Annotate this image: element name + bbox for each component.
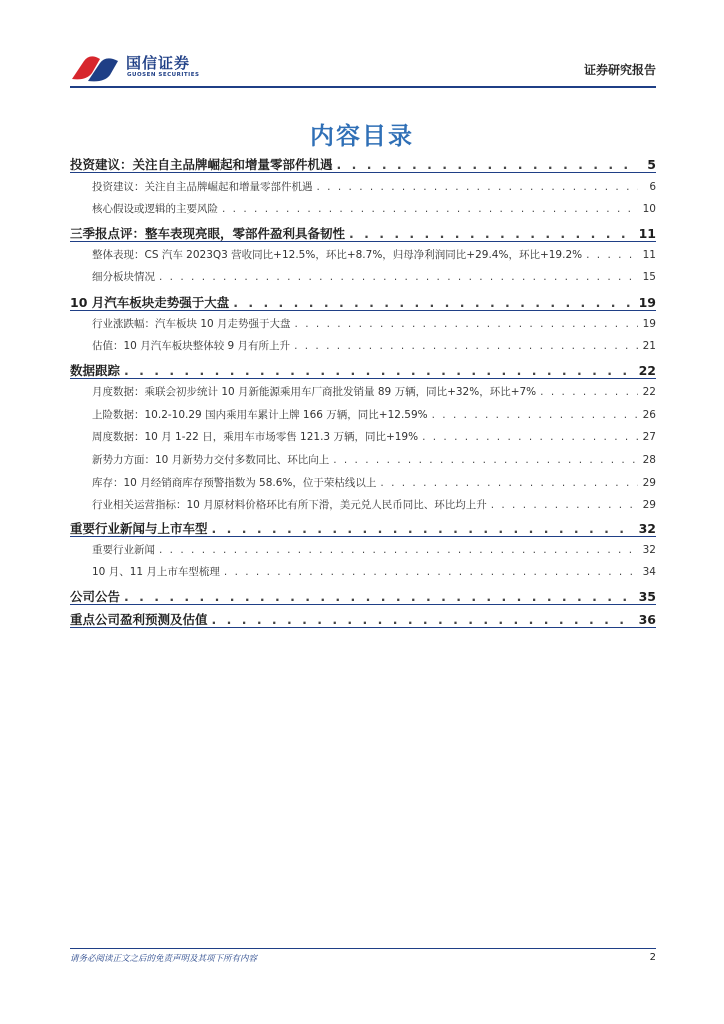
toc-entry-page: 29: [642, 499, 656, 511]
toc-entry-level1[interactable]: [70, 587, 656, 605]
page-number: 2: [649, 952, 656, 963]
toc-leader-dots: [491, 499, 638, 511]
toc-entry-title: 核心假设或逻辑的主要风险: [92, 203, 218, 215]
toc-leader-dots: [294, 340, 638, 352]
logo-chinese-name: 国信证券: [126, 54, 191, 72]
toc-leader-dots: [222, 203, 638, 215]
toc-entry-level1[interactable]: [70, 519, 656, 537]
toc-entry-level1[interactable]: [70, 361, 656, 379]
toc-entry-page: 11: [642, 249, 656, 261]
toc-entry-title: 库存：10 月经销商库存预警指数为 58.6%，位于荣枯线以上: [92, 477, 377, 489]
toc-entry-level2[interactable]: [70, 429, 656, 444]
guosen-logo-icon: [70, 53, 122, 83]
toc-entry-level1[interactable]: [70, 155, 656, 173]
footer-divider: [70, 948, 656, 949]
toc-entry-page: 28: [642, 454, 656, 466]
toc-leader-dots: [212, 612, 635, 627]
toc-entry-page: 22: [642, 386, 656, 398]
toc-entry-level2[interactable]: [70, 475, 656, 490]
toc-entry-title: 10 月汽车板块走势强于大盘: [70, 295, 230, 310]
toc-leader-dots: [432, 409, 638, 421]
toc-leader-dots: [224, 566, 638, 578]
toc-leader-dots: [212, 521, 635, 536]
toc-entry-level2[interactable]: [70, 338, 656, 353]
toc-leader-dots: [159, 271, 638, 283]
toc-entry-level2[interactable]: [70, 384, 656, 399]
toc-entry-page: 10: [642, 203, 656, 215]
toc-section-rule: [70, 627, 656, 628]
toc-entry-title: 行业相关运营指标：10 月原材料价格环比有所下滑，美元兑人民币同比、环比均上升: [92, 499, 487, 511]
toc-section-rule: [70, 310, 656, 311]
toc-entry-page: 29: [642, 477, 656, 489]
toc-entry-level1[interactable]: [70, 293, 656, 311]
toc-leader-dots: [124, 589, 635, 604]
toc-entry-title: 整体表现：CS 汽车 2023Q3 营收同比+12.5%，环比+8.7%，归母净利润同比+29.4%，环比+19.2%: [92, 249, 583, 261]
toc-leader-dots: [422, 431, 638, 443]
toc-leader-dots: [295, 318, 638, 330]
toc-entry-page: 6: [649, 181, 656, 193]
toc-entry-level2[interactable]: [70, 542, 656, 557]
guosen-logo: [70, 50, 200, 86]
toc-leader-dots: [233, 295, 634, 310]
toc-entry-level2[interactable]: [70, 407, 656, 422]
toc-entry-page: 32: [642, 544, 656, 556]
toc-leader-dots: [159, 544, 638, 556]
toc-entry-level1[interactable]: [70, 224, 656, 242]
page-header: [70, 50, 656, 86]
toc-leader-dots: [333, 454, 638, 466]
toc-entry-page: 26: [642, 409, 656, 421]
toc-entry-title: 细分板块情况: [92, 271, 155, 283]
toc-entry-title: 估值：10 月汽车板块整体较 9 月有所上升: [92, 340, 291, 352]
toc-leader-dots: [380, 477, 638, 489]
toc-section-rule: [70, 241, 656, 242]
toc-entry-level2[interactable]: [70, 201, 656, 216]
toc-entry-page: 19: [642, 318, 656, 330]
header-divider: [70, 86, 656, 88]
toc-title: 内容目录: [310, 122, 414, 150]
toc-entry-level2[interactable]: [70, 179, 656, 194]
toc-entry-title: 行业涨跌幅：汽车板块 10 月走势强于大盘: [92, 318, 291, 330]
toc-entry-page: 22: [638, 363, 656, 378]
toc-entry-page: 5: [647, 157, 656, 172]
toc-entry-title: 投资建议：关注自主品牌崛起和增量零部件机遇: [92, 181, 313, 193]
toc-leader-dots: [317, 181, 639, 193]
toc-entry-level2[interactable]: [70, 452, 656, 467]
toc-section-rule: [70, 604, 656, 605]
toc-leader-dots: [349, 226, 635, 241]
toc-leader-dots: [586, 249, 638, 261]
toc-entry-level2[interactable]: [70, 269, 656, 284]
toc-entry-title: 数据跟踪: [70, 363, 121, 378]
toc-entry-title: 上险数据：10.2-10.29 国内乘用车累计上牌 166 万辆，同比+12.59%: [92, 409, 428, 421]
toc-entry-title: 公司公告: [70, 589, 121, 604]
toc-entry-title: 重要行业新闻与上市车型: [70, 521, 208, 536]
report-type-label: 证券研究报告: [583, 63, 656, 77]
toc-entry-page: 36: [638, 612, 656, 627]
toc-entry-level2[interactable]: [70, 497, 656, 512]
toc-entry-title: 三季报点评：整车表现亮眼，零部件盈利具备韧性: [70, 226, 346, 241]
toc-entry-page: 19: [638, 295, 656, 310]
toc-section-rule: [70, 172, 656, 173]
toc-entry-page: 34: [642, 566, 656, 578]
toc-leader-dots: [540, 386, 638, 398]
toc-leader-dots: [337, 157, 638, 172]
footer-disclaimer: 请务必阅读正文之后的免责声明及其项下所有内容: [70, 954, 258, 964]
toc-entry-title: 重点公司盈利预测及估值: [70, 612, 208, 627]
toc-section-rule: [70, 536, 656, 537]
toc-entry-level1[interactable]: [70, 610, 656, 628]
toc-entry-title: 10 月、11 月上市车型梳理: [92, 566, 220, 578]
logo-english-name: GUOSEN SECURITIES: [127, 72, 200, 78]
toc-entry-level2[interactable]: [70, 564, 656, 579]
toc-entry-title: 月度数据：乘联会初步统计 10 月新能源乘用车厂商批发销量 89 万辆，同比+32%，环比+7%: [92, 386, 537, 398]
toc-entry-page: 21: [642, 340, 656, 352]
toc-entry-level2[interactable]: [70, 316, 656, 331]
toc-entry-title: 周度数据：10 月 1-22 日，乘用车市场零售 121.3 万辆，同比+19%: [92, 431, 419, 443]
toc-entry-page: 11: [638, 226, 656, 241]
toc-entry-title: 新势力方面：10 月新势力交付多数同比、环比向上: [92, 454, 330, 466]
toc-entry-level2[interactable]: [70, 247, 656, 262]
toc-entry-page: 35: [638, 589, 656, 604]
toc-leader-dots: [124, 363, 635, 378]
toc-section-rule: [70, 378, 656, 379]
toc-entry-title: 重要行业新闻: [92, 544, 155, 556]
toc-entry-page: 27: [642, 431, 656, 443]
toc-entry-title: 投资建议：关注自主品牌崛起和增量零部件机遇: [70, 157, 333, 172]
toc-entry-page: 32: [638, 521, 656, 536]
toc-entry-page: 15: [642, 271, 656, 283]
